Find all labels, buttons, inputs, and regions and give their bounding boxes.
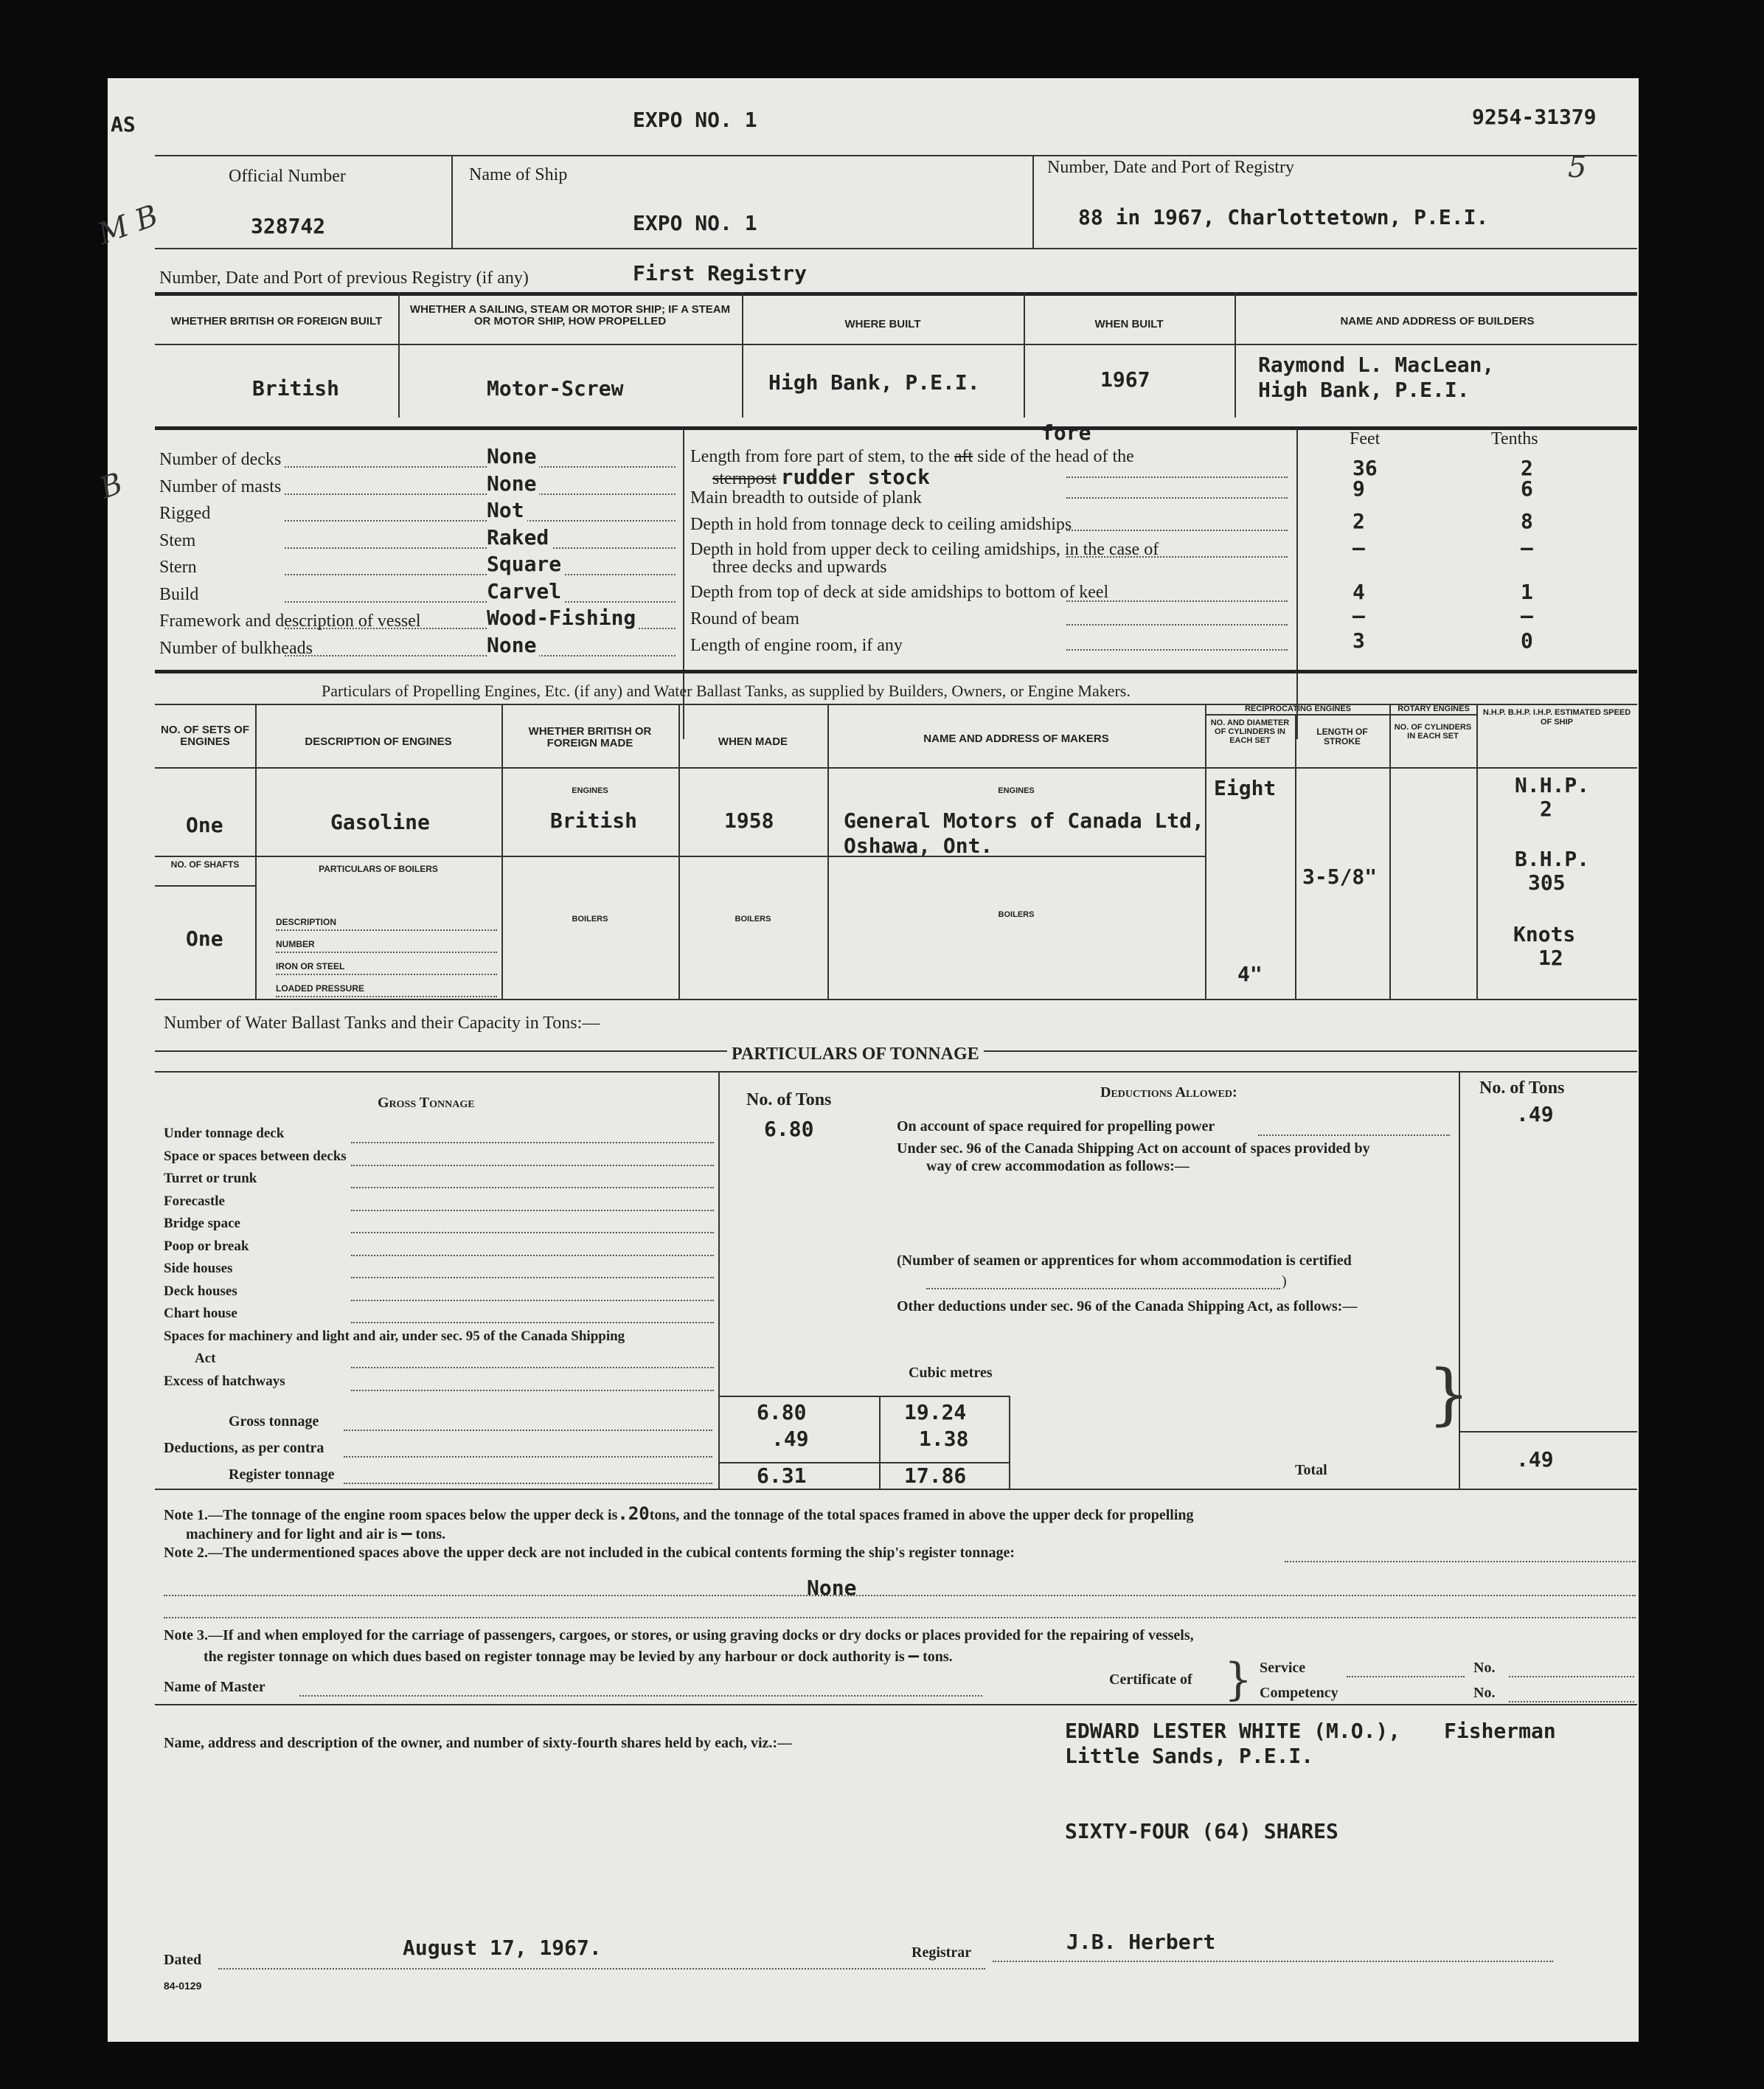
- cubic-label: Cubic metres: [909, 1365, 993, 1381]
- previous-registry-value: First Registry: [633, 261, 808, 285]
- registry-label: Number, Date and Port of Registry: [1047, 158, 1294, 177]
- h-boilers: PARTICULARS OF BOILERS: [319, 864, 438, 874]
- deductions-label: Deductions, as per contra: [164, 1440, 324, 1456]
- propulsion-value: Motor-Screw: [487, 376, 624, 401]
- gross-item-label: Side houses: [164, 1261, 233, 1276]
- tenths-value: –: [1521, 536, 1533, 560]
- shafts-value: One: [186, 926, 223, 951]
- particular-label: Number of bulkheads: [159, 638, 313, 658]
- tonnage-title: PARTICULARS OF TONNAGE: [727, 1044, 984, 1064]
- particular-label: Number of masts: [159, 477, 282, 496]
- cylinders-value: Eight: [1214, 776, 1277, 800]
- maker-line1: General Motors of Canada Ltd,: [844, 808, 1204, 833]
- note3-line1: Note 3.—If and when employed for the carriage of passengers, cargoes, or stores, or using graving docks or dry docks or places provided for the repairing of vessels,: [164, 1627, 1194, 1643]
- deduction-tons: .49: [771, 1427, 809, 1451]
- stroke-value: 3-5/8": [1302, 865, 1378, 889]
- dated-label: Dated: [164, 1952, 202, 1968]
- feet-value: 4: [1352, 580, 1365, 604]
- tenths-value: 2: [1521, 456, 1533, 480]
- particular-label: Framework and description of vessel: [159, 612, 421, 631]
- note1-line2: machinery and for light and air is – tons.: [186, 1522, 446, 1543]
- feet-value: –: [1352, 536, 1365, 560]
- particular-label: Stern: [159, 558, 197, 577]
- registrar-value: J.B. Herbert: [1066, 1930, 1216, 1954]
- owner-name: EDWARD LESTER WHITE (M.O.),: [1065, 1719, 1401, 1743]
- sub-boilers-made: BOILERS: [572, 915, 608, 924]
- header-builders: NAME AND ADDRESS OF BUILDERS: [1340, 315, 1535, 328]
- form-code: 84-0129: [164, 1980, 202, 1992]
- breadth-label: Main breadth to outside of plank: [690, 488, 922, 507]
- ded-sec96-line2: way of crew accommodation as follows:—: [926, 1158, 1190, 1174]
- when-made-value: 1958: [724, 808, 774, 833]
- competency-label: Competency: [1260, 1685, 1338, 1701]
- ded-propelling: On account of space required for propelling power: [897, 1118, 1215, 1134]
- ship-name: EXPO NO. 1: [633, 211, 757, 235]
- gross-item-label: Deck houses: [164, 1283, 237, 1299]
- particular-label: Number of decks: [159, 450, 282, 469]
- sub-engines-made: ENGINES: [572, 786, 608, 795]
- gross-item-label: Poop or break: [164, 1238, 249, 1254]
- h-rot-cylinders: NO. OF CYLINDERS IN EACH SET: [1394, 723, 1472, 741]
- registrar-label: Registrar: [911, 1944, 972, 1961]
- gross-item-label: Space or spaces between decks: [164, 1148, 347, 1164]
- h-rotary: ROTARY ENGINES: [1397, 704, 1470, 713]
- boiler-field-label: NUMBER: [276, 939, 315, 949]
- boiler-field-label: IRON OR STEEL: [276, 961, 345, 971]
- tons-header: No. of Tons: [746, 1090, 832, 1109]
- knots-value: 12: [1538, 946, 1563, 970]
- master-label: Name of Master: [164, 1679, 265, 1695]
- particular-value: None: [487, 444, 539, 468]
- tenths-value: 0: [1521, 628, 1533, 653]
- builder-line1: Raymond L. MacLean,: [1258, 353, 1495, 377]
- h-desc: DESCRIPTION OF ENGINES: [305, 735, 452, 748]
- ded-seamen: (Number of seamen or apprentices for whom accommodation is certified: [897, 1253, 1352, 1269]
- tenths-value: 8: [1521, 509, 1533, 533]
- header-origin: WHETHER BRITISH OR FOREIGN BUILT: [170, 315, 383, 328]
- h-makers: NAME AND ADDRESS OF MAKERS: [923, 732, 1109, 745]
- deductions-brace: }: [1428, 1356, 1470, 1433]
- dated-value: August 17, 1967.: [403, 1936, 602, 1960]
- under-deck-tons: 6.80: [764, 1117, 814, 1141]
- cert-label: Certificate of: [1109, 1671, 1192, 1688]
- tenths-value: –: [1521, 603, 1533, 628]
- builder-line2: High Bank, P.E.I.: [1258, 378, 1470, 402]
- h-shafts: NO. OF SHAFTS: [170, 859, 240, 870]
- depth-tonnage-label: Depth in hold from tonnage deck to ceiling amidships: [690, 515, 1072, 534]
- competency-no: No.: [1473, 1685, 1496, 1701]
- gross-item-label: Bridge space: [164, 1216, 240, 1231]
- tenths-label: Tenths: [1491, 429, 1538, 448]
- particular-value: Carvel: [487, 579, 564, 603]
- gross-item-label: Chart house: [164, 1306, 237, 1321]
- length-line1: Length from fore part of stem, to the aft side of the head of the: [690, 447, 1134, 466]
- registry-document: [93, 78, 1639, 2042]
- particular-label: Stem: [159, 530, 196, 550]
- maker-line2: Oshawa, Ont.: [844, 834, 993, 858]
- register-cubic: 17.86: [904, 1463, 967, 1488]
- sub-boilers-when: BOILERS: [735, 915, 771, 924]
- owner-occupation: Fisherman: [1444, 1719, 1556, 1743]
- official-number-label: Official Number: [229, 167, 346, 186]
- particular-value: None: [487, 633, 539, 657]
- ballast-label: Number of Water Ballast Tanks and their Capacity in Tons:—: [164, 1014, 600, 1033]
- h-recip: RECIPROCATING ENGINES: [1244, 704, 1352, 713]
- ded-seamen-close: ): [1282, 1273, 1287, 1289]
- particular-label: Build: [159, 584, 199, 604]
- h-when-made: WHEN MADE: [718, 735, 788, 748]
- depth-upper-line1: Depth in hold from upper deck to ceiling amidships, in the case of: [690, 540, 1159, 559]
- ship-name-label: Name of Ship: [469, 165, 568, 184]
- margin-mark-left-top: M B: [93, 198, 163, 252]
- particular-value: Raked: [487, 525, 552, 550]
- gross-cubic: 19.24: [904, 1400, 967, 1424]
- total-label: Total: [1295, 1462, 1327, 1478]
- sub-engines-makers: ENGINES: [998, 786, 1035, 795]
- boiler-field-label: DESCRIPTION: [276, 917, 337, 927]
- tenths-value: 6: [1521, 477, 1533, 501]
- made-value: British: [550, 808, 638, 833]
- length-line2: sternpost rudder stock: [712, 465, 930, 489]
- note2: Note 2.—The undermentioned spaces above the upper deck are not included in the cubical contents forming the ship's register tonnage:: [164, 1545, 1015, 1561]
- header-when-built: WHEN BUILT: [1094, 318, 1164, 330]
- bhp-value: 305: [1528, 870, 1566, 895]
- when-built-value: 1967: [1100, 367, 1150, 392]
- boiler-field-label: LOADED PRESSURE: [276, 983, 365, 994]
- feet-value: 36: [1352, 456, 1378, 480]
- feet-label: Feet: [1350, 429, 1381, 448]
- gross-item-label: Spaces for machinery and light and air, under sec. 95 of the Canada Shipping: [164, 1328, 625, 1344]
- engines-section-title: Particulars of Propelling Engines, Etc. (if any) and Water Ballast Tanks, as supplied by Builders, Owners, or Engine Makers.: [322, 682, 1131, 700]
- length-fore-insert: fore: [1041, 420, 1091, 445]
- depth-keel-label: Depth from top of deck at side amidships to bottom of keel: [690, 583, 1109, 602]
- particular-value: Square: [487, 552, 564, 576]
- knots-label: Knots: [1513, 922, 1576, 946]
- sub-boilers-makers: BOILERS: [998, 910, 1035, 919]
- note3-line2: the register tonnage on which dues based on register tonnage may be levied by any harbour or dock authority is – tons.: [204, 1645, 953, 1666]
- gross-label: Gross tonnage: [229, 1413, 319, 1430]
- cert-brace: }: [1224, 1654, 1253, 1705]
- header-where-built: WHERE BUILT: [844, 318, 921, 330]
- owner-label: Name, address and description of the owner, and number of sixty-fourth shares held by each, viz.:—: [164, 1735, 793, 1751]
- particular-value: Not: [487, 498, 527, 522]
- gross-item-label: Under tonnage deck: [164, 1126, 285, 1141]
- particular-label: Rigged: [159, 504, 211, 523]
- feet-value: 2: [1352, 509, 1365, 533]
- owner-address: Little Sands, P.E.I.: [1065, 1744, 1314, 1768]
- service-label: Service: [1260, 1660, 1306, 1676]
- h-cylinders: NO. AND DIAMETER OF CYLINDERS IN EACH SET: [1210, 718, 1290, 745]
- depth-upper-line2: three decks and upwards: [712, 558, 887, 577]
- official-number: 328742: [251, 214, 326, 238]
- gross-header: Gross Tonnage: [378, 1095, 475, 1111]
- tenths-value: 1: [1521, 580, 1533, 604]
- service-no: No.: [1473, 1660, 1496, 1676]
- h-sets: NO. OF SETS OF ENGINES: [160, 724, 249, 748]
- registry-value: 88 in 1967, Charlottetown, P.E.I.: [1078, 205, 1489, 229]
- ded-other: Other deductions under sec. 96 of the Canada Shipping Act, as follows:—: [897, 1298, 1358, 1314]
- particular-value: Wood-Fishing: [487, 606, 639, 630]
- ded-sec96-line1: Under sec. 96 of the Canada Shipping Act on account of spaces provided by: [897, 1140, 1370, 1157]
- owner-shares: SIXTY-FOUR (64) SHARES: [1065, 1819, 1338, 1843]
- cyl-dia-value: 4": [1237, 962, 1263, 986]
- ded-tons-header: No. of Tons: [1479, 1078, 1565, 1098]
- engine-room-label: Length of engine room, if any: [690, 636, 903, 655]
- register-tons: 6.31: [757, 1463, 807, 1488]
- previous-registry-label: Number, Date and Port of previous Registry (if any): [159, 269, 529, 288]
- gross-item-label: Excess of hatchways: [164, 1373, 285, 1389]
- register-label: Register tonnage: [229, 1466, 335, 1483]
- origin-value: British: [252, 376, 340, 401]
- gross-item-label: Turret or trunk: [164, 1171, 257, 1186]
- feet-value: 3: [1352, 628, 1365, 653]
- gross-item-label: Act: [195, 1351, 216, 1366]
- document-title: EXPO NO. 1: [633, 108, 757, 132]
- engine-desc-value: Gasoline: [330, 810, 430, 834]
- deductions-header: Deductions Allowed:: [1100, 1084, 1237, 1101]
- feet-value: –: [1352, 603, 1365, 628]
- left-code: AS: [111, 112, 136, 136]
- ded-total: .49: [1516, 1447, 1554, 1472]
- note2-value: None: [807, 1576, 857, 1600]
- round-beam-label: Round of beam: [690, 609, 799, 628]
- bhp-label: B.H.P.: [1515, 847, 1590, 871]
- nhp-label: N.H.P.: [1515, 773, 1590, 797]
- margin-mark-right: 5: [1568, 150, 1587, 184]
- note1-line1: Note 1.—The tonnage of the engine room spaces below the upper deck is.20tons, and the tonnage of the total spaces framed in above the upper deck for propelling: [164, 1503, 1194, 1524]
- particular-value: None: [487, 471, 539, 496]
- gross-tons: 6.80: [757, 1400, 807, 1424]
- deduction-cubic: 1.38: [919, 1427, 969, 1451]
- header-propulsion: WHETHER A SAILING, STEAM OR MOTOR SHIP; IF A STEAM OR MOTOR SHIP, HOW PROPELLED: [409, 303, 731, 328]
- h-stroke: LENGTH OF STROKE: [1316, 727, 1368, 746]
- margin-mark-left-mid: B: [95, 466, 128, 506]
- ded-propelling-tons: .49: [1516, 1102, 1554, 1126]
- sets-value: One: [186, 813, 223, 837]
- h-made: WHETHER BRITISH OR FOREIGN MADE: [528, 725, 652, 749]
- gross-item-label: Forecastle: [164, 1193, 225, 1209]
- nhp-value: 2: [1540, 797, 1552, 821]
- h-power: N.H.P. B.H.P. I.H.P. ESTIMATED SPEED OF SHIP: [1482, 708, 1631, 727]
- where-built-value: High Bank, P.E.I.: [768, 370, 980, 395]
- feet-value: 9: [1352, 477, 1365, 501]
- file-number: 9254-31379: [1472, 105, 1597, 129]
